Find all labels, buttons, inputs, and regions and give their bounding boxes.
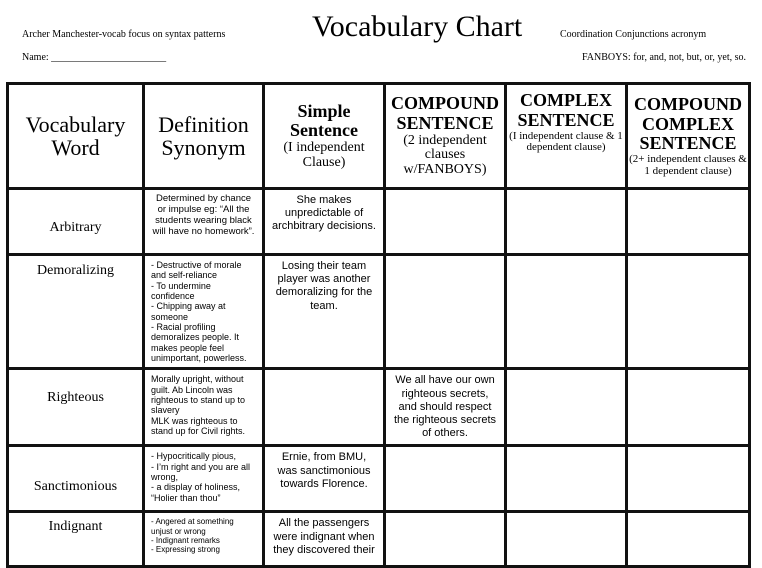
compound-complex-sentence-cell[interactable] (627, 189, 750, 255)
col-header-complex (506, 84, 627, 189)
col-title: Simple Sentence (290, 100, 358, 141)
col-title: COMPOUND COMPLEX SENTENCE (634, 93, 742, 154)
complex-sentence-cell[interactable] (506, 446, 627, 512)
complex-sentence-cell[interactable] (506, 189, 627, 255)
compound-complex-sentence-cell[interactable] (627, 369, 750, 446)
page-title: Vocabulary Chart (312, 10, 523, 43)
definition-cell: Determined by chance or impulse eg: “All the students wearing black will have no homework”. (144, 189, 264, 255)
col-header-simple (264, 84, 385, 189)
col-header-compound (385, 84, 506, 189)
col-subtitle: (2 independent clauses w/FANBOYS) (403, 132, 487, 178)
table-row (8, 189, 750, 255)
assignment-note: Archer Manchester-vocab focus on syntax patterns (22, 29, 226, 40)
table-header-row (8, 84, 750, 189)
definition-cell: - Destructive of morale and self-reliance - To undermine confidence - Chipping away at someone - Racial profiling demoralizes people. It makes people feel unimportant, powerless. (144, 255, 264, 369)
table-row (8, 446, 750, 512)
col-subtitle: (2+ independent clauses & 1 dependent clause) (629, 153, 747, 177)
word-cell: Righteous (8, 369, 144, 446)
col-header-word: Vocabulary Word (8, 84, 144, 189)
complex-sentence-cell[interactable] (506, 369, 627, 446)
col-header-definition: Definition Synonym (144, 84, 264, 189)
vocabulary-table (6, 82, 751, 568)
simple-sentence-cell: Losing their team player was another demoralizing for the team. (264, 255, 385, 369)
conjunctions-note: Coordination Conjunctions acronym (560, 29, 707, 40)
compound-sentence-cell: We all have our own righteous secrets, and should respect the righteous secrets of others. (385, 369, 506, 446)
word-cell: Sanctimonious (8, 446, 144, 512)
compound-sentence-cell[interactable] (385, 189, 506, 255)
compound-sentence-cell[interactable] (385, 255, 506, 369)
table-row (8, 369, 750, 446)
name-field-label: Name: _______________________ (22, 52, 167, 63)
col-title: COMPLEX SENTENCE (517, 90, 615, 130)
word-cell: Arbitrary (8, 189, 144, 255)
table-row (8, 255, 750, 369)
compound-sentence-cell[interactable] (385, 512, 506, 567)
definition-cell: - Hypocritically pious, - I’m right and you are all wrong, - a display of holiness, “Holier than thou” (144, 446, 264, 512)
simple-sentence-cell: She makes unpredictable of archbitrary decisions. (264, 189, 385, 255)
definition-cell: Morally upright, without guilt. Ab Lincoln was righteous to stand up to slavery MLK was righteous to stand up for Civil rights. (144, 369, 264, 446)
compound-complex-sentence-cell[interactable] (627, 512, 750, 567)
col-header-compound-complex (627, 84, 750, 189)
complex-sentence-cell[interactable] (506, 512, 627, 567)
col-title: COMPOUND SENTENCE (391, 93, 499, 133)
table-row (8, 512, 750, 567)
compound-complex-sentence-cell[interactable] (627, 255, 750, 369)
simple-sentence-cell: All the passengers were indignant when they discovered their (264, 512, 385, 567)
col-subtitle: (I independent clause & 1 dependent clause) (509, 129, 623, 154)
complex-sentence-cell[interactable] (506, 255, 627, 369)
simple-sentence-cell: Ernie, from BMU, was sanctimonious towards Florence. (264, 446, 385, 512)
fanboys-note: FANBOYS: for, and, not, but, or, yet, so. (581, 52, 746, 63)
word-cell: Indignant (8, 512, 144, 567)
compound-complex-sentence-cell[interactable] (627, 446, 750, 512)
simple-sentence-cell[interactable] (264, 369, 385, 446)
definition-cell: - Angered at something unjust or wrong - Indignant remarks - Expressing strong (144, 512, 264, 567)
compound-sentence-cell[interactable] (385, 446, 506, 512)
word-cell: Demoralizing (8, 255, 144, 369)
col-subtitle: (I independent Clause) (283, 140, 365, 170)
